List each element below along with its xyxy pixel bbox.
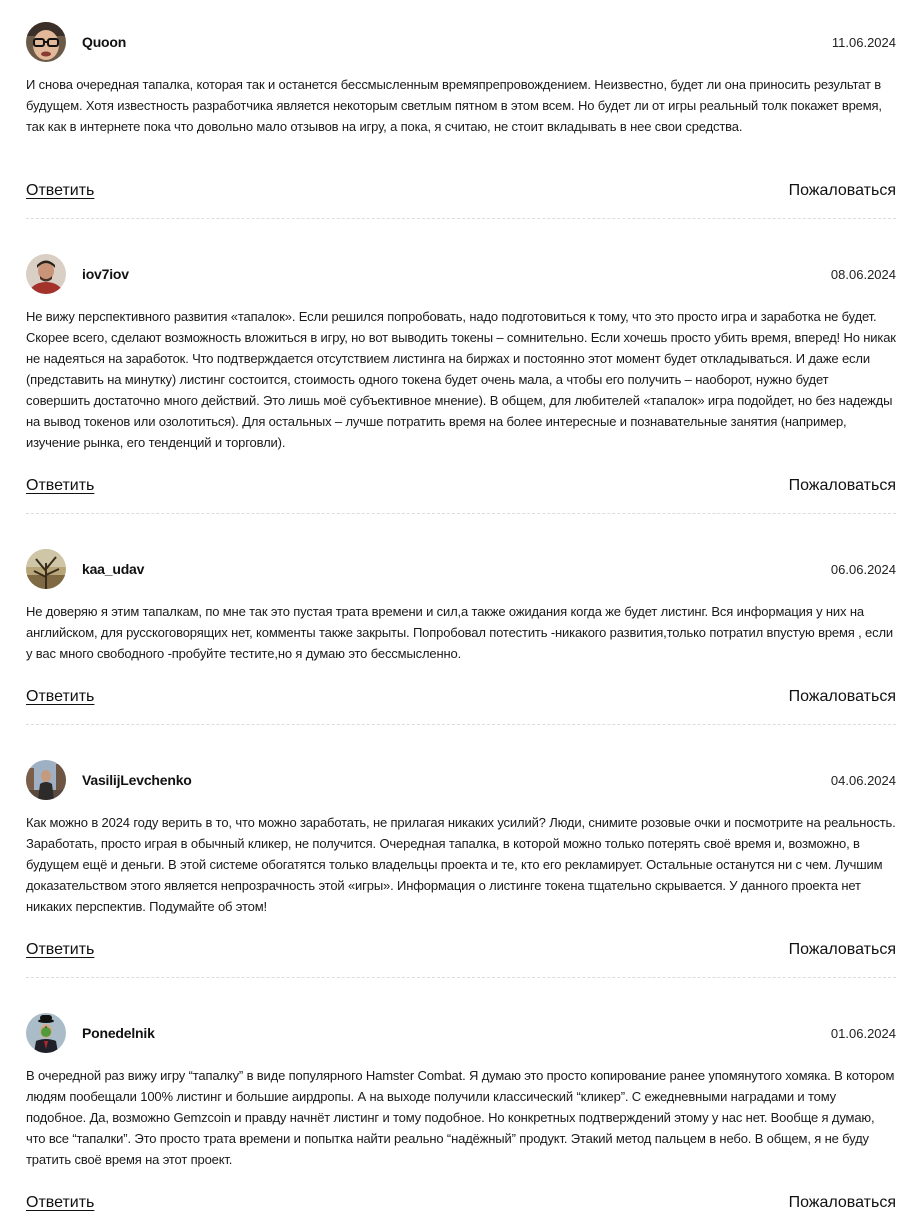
comment-text: В очередной раз вижу игру “тапалку” в виде популярного Hamster Combat. Я думаю это просто копирование ранее упомянутого хомяка. В котором людям пообещали 100% листинг и большие аирдропы. А на выходе получили классический “кликер”. С ежедневными наградами и тому подобное. Да, возможно Gemzcoin и правду начнёт листинг и тому подобное. Но конкретных подтверждений этому у нас нет. Вообще я думаю, что все “тапалки”. Это просто трата времени и попытка найти реально “надёжный” продукт. Этакий метод пальцем в небо. В общем, я не буду тратить своё время на этот проект. (26, 1068, 895, 1167)
avatar-man-red-shirt-icon (26, 254, 66, 294)
avatar-person-city-icon (26, 760, 66, 800)
comment-date: 06.06.2024 (830, 562, 896, 577)
report-link[interactable]: Пожаловаться (788, 1194, 896, 1211)
comment-author: VasilijLevchenko (82, 772, 192, 788)
comment-actions (26, 477, 896, 501)
comment-date: 11.06.2024 (831, 35, 896, 50)
comment-author: iov7iov (82, 266, 129, 282)
comment-header (26, 1013, 896, 1055)
comment-actions (26, 182, 896, 206)
comment-header (26, 254, 896, 296)
report-link[interactable]: Пожаловаться (788, 941, 896, 958)
avatar[interactable] (26, 760, 66, 800)
comment-actions (26, 1194, 896, 1218)
comment-text: Как можно в 2024 году верить в то, что можно заработать, не прилагая никаких усилий? Люди, снимите розовые очки и посмотрите на реальность. Заработать, просто играя в обычный кликер, не получится. Очередная тапалка, в которой можно только потерять своё время и, возможно, в будущем ещё и деньги. В этой системе обогатятся только владельцы проекта и те, кто его рекламирует. Остальные останутся ни с чем. Лучшим доказательством этого является непрозрачность этой «игры». Информация о листинге токена тщательно скрывается. У данного проекта нет никаких перспектив. Подумайте об этом! (26, 815, 896, 914)
comment-header (26, 760, 896, 802)
comment-author: kaa_udav (82, 561, 145, 577)
comment-actions (26, 688, 896, 712)
report-link[interactable]: Пожаловаться (788, 477, 896, 494)
comment-divider (26, 724, 896, 725)
reply-link[interactable]: Ответить (26, 182, 95, 199)
avatar[interactable] (26, 254, 66, 294)
comment-author: Ponedelnik (82, 1025, 155, 1041)
avatar-tree-landscape-icon (26, 549, 66, 589)
comment-item (26, 254, 896, 494)
comment-text: И снова очередная тапалка, которая так и останется бессмысленным времяпрепровождением. Неизвестно, будет ли она приносить результат в будущем. Хотя известность разработчика является некоторым светлым пятном в этом всем. Но будет ли от игры реальный толк покажет время, так как в интернете пока что довольно мало отзывов на игру, а пока, я считаю, не стоит вкладывать в нее свои средства. (26, 77, 882, 134)
avatar[interactable] (26, 1013, 66, 1053)
avatar-man-bowler-hat-apple-icon (26, 1013, 66, 1053)
comment-date: 04.06.2024 (830, 773, 896, 788)
avatar[interactable] (26, 22, 66, 62)
avatar-glasses-face-icon (26, 22, 66, 62)
report-link[interactable]: Пожаловаться (788, 688, 896, 705)
comment-header (26, 22, 896, 64)
comment-divider (26, 513, 896, 514)
comment-text: Не вижу перспективного развития «тапалок». Если решился попробовать, надо подготовиться к тому, что это просто игра и заработка не будет. Скорее всего, сделают возможность вложиться в игру, но вот выводить токены – сомнительно. Если хочешь просто убить время, вперед! Но никак не надеяться на заработок. Что подтверждается отсутствием листинга на биржах и постоянно этот момент будет откладываться. И даже если (представить на минутку) листинг состоится, стоимость одного токена будет очень мала, а чтобы его получить – наоборот, нужно будет совершить достаточно много действий. Это лишь моё субъективное мнение). В общем, для любителей «тапалок» игра подойдет, но без надежды на вывод токенов или озолотиться). Для остальных – лучше потратить время на более интересные и познавательные занятия (например, изучение рынка, его тенденций и торговли). (26, 309, 896, 450)
comment-divider (26, 218, 896, 219)
comment-item (26, 22, 896, 199)
comment-date: 08.06.2024 (830, 267, 896, 282)
comment-divider (26, 977, 896, 978)
comment-author: Quoon (82, 34, 127, 50)
report-link[interactable]: Пожаловаться (788, 182, 896, 199)
comment-date: 01.06.2024 (830, 1026, 896, 1041)
comment-actions (26, 941, 896, 965)
comment-item (26, 1013, 896, 1211)
comment-header (26, 549, 896, 591)
comment-item (26, 760, 896, 958)
comment-text: Не доверяю я этим тапалкам, по мне так это пустая трата времени и сил,а также ожидания когда же будет листинг. Вся информация у них на английском, для русскоговорящих нет, комменты также закрыты. Попробовал потестить -никакого развития,только потратил впустую время , если у вас много свободного -пробуйте теститe,но я думаю это бессмысленно. (26, 604, 894, 661)
comment-item (26, 549, 896, 705)
reply-link[interactable]: Ответить (26, 1194, 95, 1211)
reply-link[interactable]: Ответить (26, 941, 95, 958)
reply-link[interactable]: Ответить (26, 477, 95, 494)
reply-link[interactable]: Ответить (26, 688, 95, 705)
avatar[interactable] (26, 549, 66, 589)
